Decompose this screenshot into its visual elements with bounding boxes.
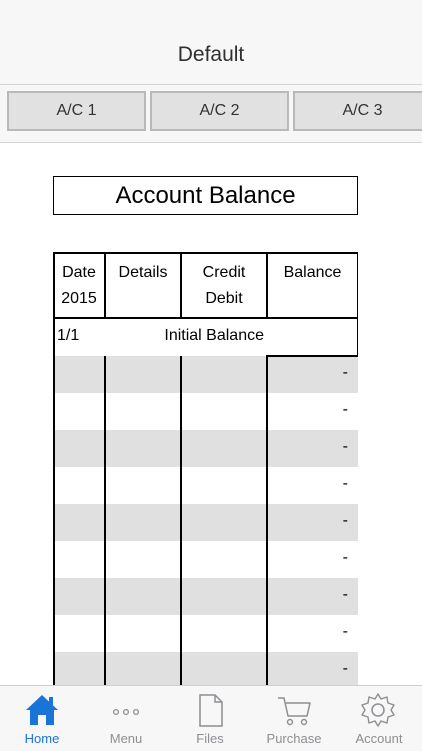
tab-menu[interactable] — [84, 686, 168, 751]
page-title: Default — [177, 43, 245, 66]
column-header-details — [105, 260, 181, 286]
gear-icon — [358, 690, 398, 728]
column-header-line: Details — [118, 264, 168, 281]
table-row[interactable] — [53, 652, 358, 689]
column-divider — [180, 356, 182, 685]
initial-date: 1/1 — [57, 327, 80, 344]
header-divider — [53, 317, 358, 319]
balance-cell: - — [342, 586, 348, 603]
column-header-credit-debit — [181, 260, 267, 312]
balance-cell: - — [342, 364, 348, 381]
column-divider — [104, 356, 106, 685]
tab-files[interactable] — [168, 686, 252, 751]
tab-label: Account — [355, 731, 403, 746]
tab-label: Home — [24, 731, 60, 746]
column-divider — [266, 252, 268, 318]
balance-cell: - — [342, 438, 348, 455]
home-icon — [22, 690, 62, 728]
account-tab-3[interactable]: A/C 3 — [293, 91, 422, 131]
table-row[interactable] — [53, 504, 358, 541]
column-header-line: 2015 — [61, 290, 97, 307]
initial-balance-row[interactable] — [53, 318, 358, 356]
table-row[interactable] — [53, 615, 358, 652]
balance-cell: - — [342, 660, 348, 677]
column-header-line: Balance — [283, 264, 342, 281]
column-header-line: Debit — [205, 290, 243, 307]
ledger-table — [53, 252, 358, 685]
tab-label: Files — [196, 731, 224, 746]
balance-cell: - — [342, 549, 348, 566]
table-row[interactable] — [53, 393, 358, 430]
column-divider — [104, 252, 106, 318]
navigation-bar — [0, 0, 422, 85]
more-icon — [106, 690, 146, 728]
balance-cell: - — [342, 512, 348, 529]
table-row[interactable] — [53, 541, 358, 578]
table-border-top — [53, 252, 358, 254]
column-header-balance — [267, 260, 358, 286]
tab-label: Purchase — [266, 731, 322, 746]
table-row[interactable] — [53, 430, 358, 467]
initial-balance-divider — [266, 355, 358, 357]
file-icon — [190, 690, 230, 728]
column-header-line: Date — [62, 264, 96, 281]
cart-icon — [274, 690, 314, 728]
table-row[interactable] — [53, 467, 358, 504]
balance-cell: - — [342, 623, 348, 640]
table-border-right — [357, 252, 359, 356]
tab-label: Menu — [109, 731, 143, 746]
tab-home[interactable] — [0, 686, 84, 751]
tab-purchase[interactable] — [252, 686, 336, 751]
balance-cell: - — [342, 401, 348, 418]
balance-cell: - — [342, 475, 348, 492]
table-row[interactable] — [53, 356, 358, 393]
account-tab-1[interactable]: A/C 1 — [7, 91, 146, 131]
initial-details: Initial Balance — [164, 327, 264, 344]
table-row[interactable] — [53, 578, 358, 615]
tab-account[interactable] — [336, 686, 422, 751]
column-header-line: Credit — [202, 264, 246, 281]
tab-bar — [0, 685, 422, 751]
column-header-date — [53, 260, 105, 312]
column-divider — [266, 356, 268, 685]
account-selector — [0, 85, 422, 143]
account-tab-2[interactable]: A/C 2 — [150, 91, 289, 131]
column-divider — [180, 252, 182, 318]
account-balance-title: Account Balance — [53, 176, 358, 215]
